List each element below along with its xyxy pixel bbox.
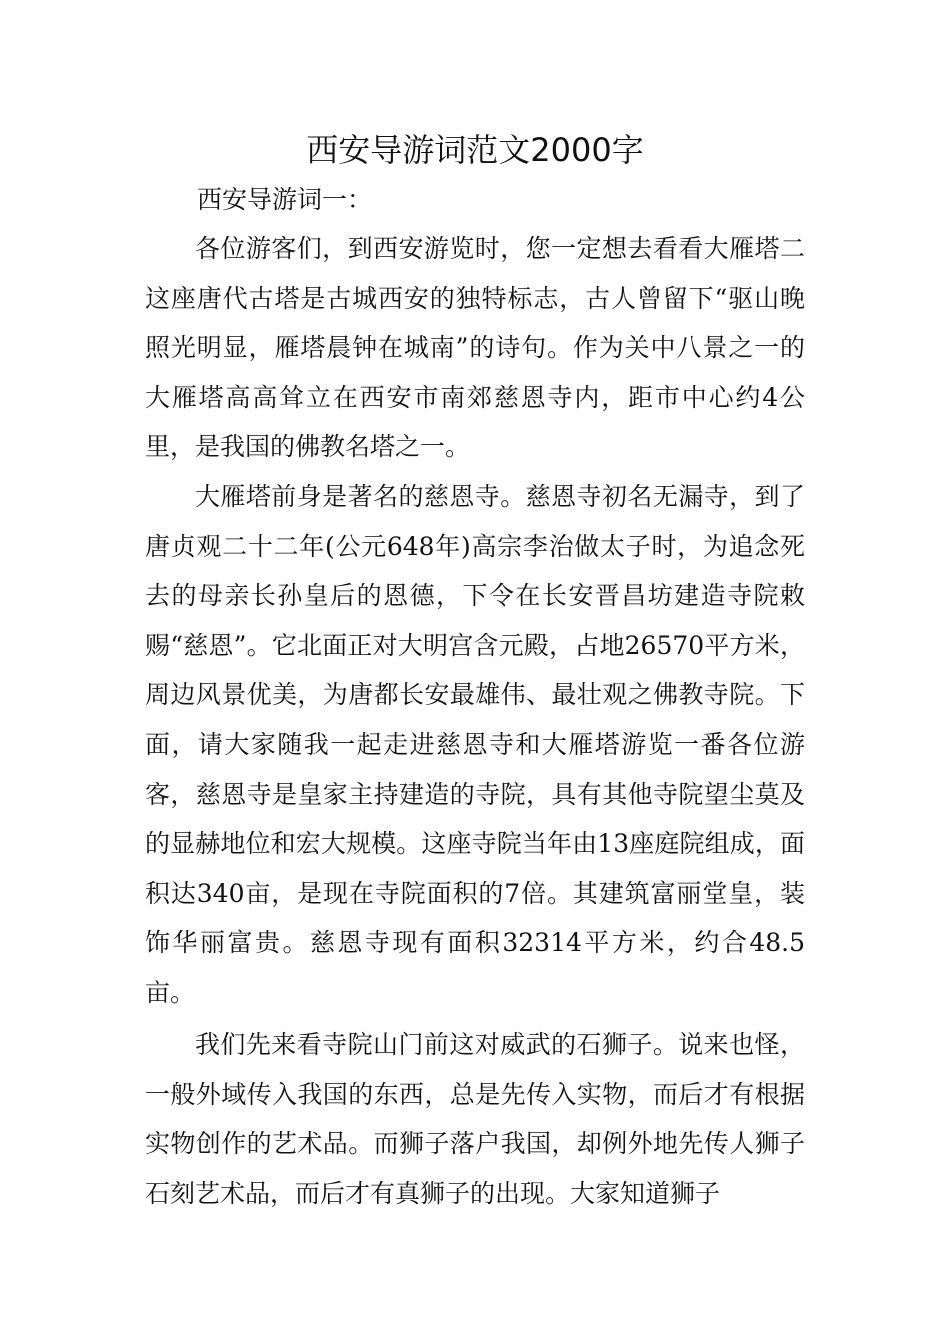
document-title: 西安导游词范文2000字 [306, 131, 644, 169]
paragraph-1: 各位游客们，到西安游览时，您一定想去看看大雁塔二这座唐代古塔是古城西安的独特标志，古人曾留下“驱山晚照光明显，雁塔晨钟在城南”的诗句。作为关中八景之一的大雁塔高高耸立在西安市南郊慈恩寺内，距市中心约4公里，是我国的佛教名塔之一。 [145, 234, 805, 462]
section-heading: 西安导游词一： [197, 185, 373, 214]
paragraph-3: 我们先来看寺院山门前这对威武的石狮子。说来也怪，一般外域传入我国的东西，总是先传入实物，而后才有根据实物创作的艺术品。而狮子落户我国，却例外地先传人狮子石刻艺术品，而后才有真狮子的出现。大家知道狮子 [145, 1030, 805, 1208]
paragraph-2: 大雁塔前身是著名的慈恩寺。慈恩寺初名无漏寺，到了唐贞观二十二年(公元648年)高宗李治做太子时，为追念死去的母亲长孙皇后的恩德，下令在长安晋昌坊建造寺院敕赐“慈恩”。它北面正对大明宫含元殿，占地26570平方米，周边风景优美，为唐都长安最雄伟、最壮观之佛教寺院。下面，请大家随我一起走进慈恩寺和大雁塔游览一番各位游客，慈恩寺是皇家主持建造的寺院，具有其他寺院望尘莫及的显赫地位和宏大规模。这座寺院当年由13座庭院组成，面积达340亩，是现在寺院面积的7倍。其建筑富丽堂皇，装饰华丽富贵。慈恩寺现有面积32314平方米，约合48.5亩。 [145, 482, 805, 1007]
